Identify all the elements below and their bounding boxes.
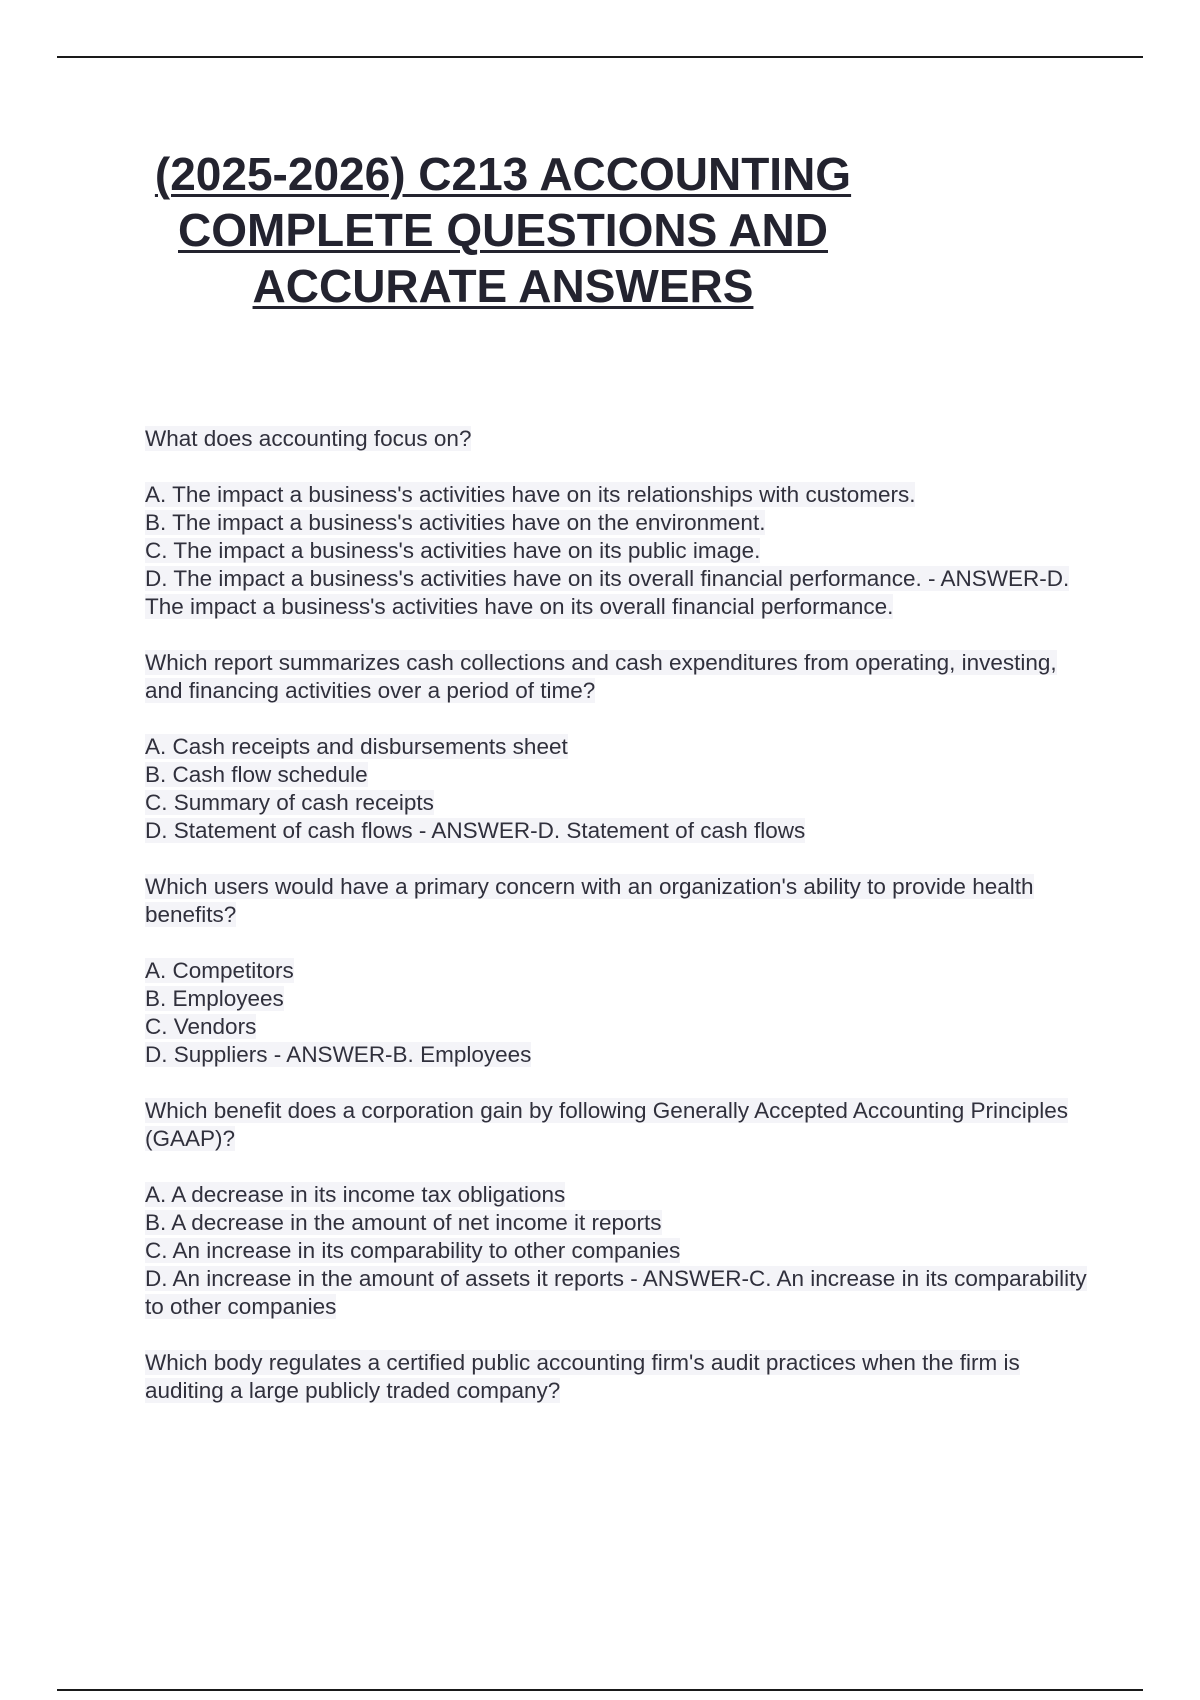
question-block-2 xyxy=(145,649,1095,845)
option-d-with-answer: D. An increase in the amount of assets it reports - ANSWER-C. An increase in its comparability to other companies xyxy=(145,1266,1087,1319)
option-d-with-answer: D. The impact a business's activities have on its overall financial performance. - ANSWER-D. The impact a business's activities have on its overall financial performance. xyxy=(145,566,1070,619)
question-block-5 xyxy=(145,1349,1095,1405)
option-c: C. Summary of cash receipts xyxy=(145,790,434,815)
option-c: C. The impact a business's activities have on its public image. xyxy=(145,538,761,563)
option-a: A. Competitors xyxy=(145,958,294,983)
document-title-text: (2025-2026) C213 ACCOUNTING COMPLETE QUESTIONS AND ACCURATE ANSWERS xyxy=(154,148,852,312)
top-rule xyxy=(57,56,1143,58)
answer-options xyxy=(145,733,1095,845)
option-b: B. Employees xyxy=(145,986,284,1011)
option-a: A. A decrease in its income tax obligations xyxy=(145,1182,566,1207)
document-title xyxy=(150,146,856,314)
option-b: B. Cash flow schedule xyxy=(145,762,368,787)
answer-options xyxy=(145,1181,1095,1321)
question-block-4 xyxy=(145,1097,1095,1321)
answer-options xyxy=(145,481,1095,621)
option-d-with-answer: D. Suppliers - ANSWER-B. Employees xyxy=(145,1042,532,1067)
document-body xyxy=(145,425,1095,1433)
question-prompt: Which report summarizes cash collections and cash expenditures from operating, investing, and financing activities over a period of time? xyxy=(145,650,1057,703)
question-block-3 xyxy=(145,873,1095,1069)
option-c: C. Vendors xyxy=(145,1014,257,1039)
option-d-with-answer: D. Statement of cash flows - ANSWER-D. Statement of cash flows xyxy=(145,818,806,843)
option-b: B. The impact a business's activities have on the environment. xyxy=(145,510,766,535)
question-prompt: Which users would have a primary concern with an organization's ability to provide health benefits? xyxy=(145,874,1034,927)
question-block-1 xyxy=(145,425,1095,621)
question-prompt: What does accounting focus on? xyxy=(145,426,472,451)
question-prompt: Which benefit does a corporation gain by following Generally Accepted Accounting Principles (GAAP)? xyxy=(145,1098,1069,1151)
option-a: A. Cash receipts and disbursements sheet xyxy=(145,734,568,759)
option-a: A. The impact a business's activities have on its relationships with customers. xyxy=(145,482,916,507)
option-b: B. A decrease in the amount of net income it reports xyxy=(145,1210,662,1235)
option-c: C. An increase in its comparability to other companies xyxy=(145,1238,681,1263)
question-prompt: Which body regulates a certified public accounting firm's audit practices when the firm is auditing a large publicly traded company? xyxy=(145,1350,1020,1403)
bottom-rule xyxy=(57,1689,1143,1691)
answer-options xyxy=(145,957,1095,1069)
